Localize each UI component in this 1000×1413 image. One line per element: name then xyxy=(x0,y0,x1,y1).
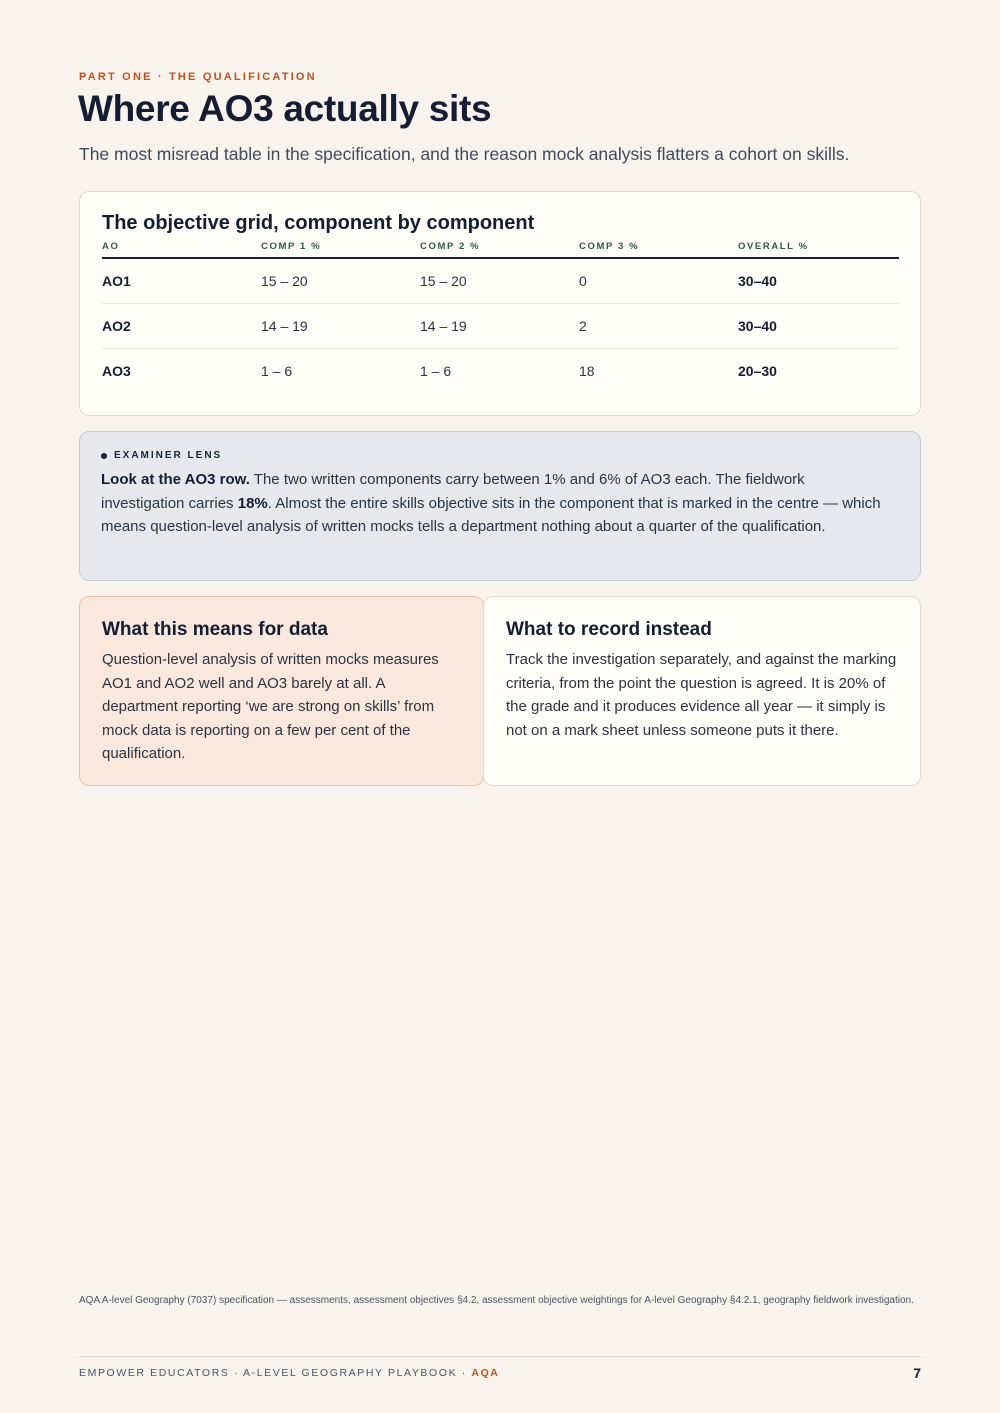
objective-grid-card xyxy=(79,191,921,416)
table-cell: 14 – 19 xyxy=(261,304,420,349)
table-cell: 15 – 20 xyxy=(261,258,420,304)
bullet-dot-icon xyxy=(101,453,107,459)
examiner-lens-text: The two written components carry between 1% and 6% of AO3 each. The fieldwork investigation carries xyxy=(101,471,805,512)
page-subtitle: The most misread table in the specification, and the reason mock analysis flatters a cohort on skills. xyxy=(79,144,850,164)
column-header: COMP 1 % xyxy=(261,240,420,258)
card-body: Track the investigation separately, and against the marking criteria, from the point the question is agreed. It is 20% of the grade and it produces evidence all year — it simply is not on a mark sheet unless someone puts it there. xyxy=(506,651,897,739)
table-cell: 15 – 20 xyxy=(420,258,579,304)
page-title: Where AO3 actually sits xyxy=(78,88,492,129)
source-footnote: AQA A-level Geography (7037) specification — assessments, assessment objectives §4.2, assessment objective weightings for A-level Geography §4.2.1, geography fieldwork investigation. xyxy=(79,1295,914,1306)
footer-board-label: AQA xyxy=(471,1367,500,1379)
table-row xyxy=(102,304,899,349)
objective-grid-table xyxy=(102,240,899,393)
table-cell: 14 – 19 xyxy=(420,304,579,349)
card-body: Question-level analysis of written mocks measures AO1 and AO2 well and AO3 barely at all. A department reporting ‘we are strong on skills’ from mock data is reporting on a few per cent of the qualification. xyxy=(102,651,439,763)
table-cell: 30–40 xyxy=(738,304,899,349)
table-cell: AO1 xyxy=(102,258,261,304)
footer-divider xyxy=(79,1356,921,1357)
table-cell: 18 xyxy=(579,363,595,379)
table-header-row xyxy=(102,240,899,258)
examiner-lens-text: . Almost the entire skills objective sits in the component that is marked in the centre — which means question-level analysis of written mocks tells a department nothing about a quarter of the qualification. xyxy=(101,494,881,536)
section-eyebrow: PART ONE · THE QUALIFICATION xyxy=(79,71,317,83)
table-cell: 2 xyxy=(579,304,738,349)
table-cell: 1 – 6 xyxy=(261,363,293,379)
column-header: AO xyxy=(102,240,261,258)
table-row xyxy=(102,258,899,304)
page-number: 7 xyxy=(913,1365,921,1381)
table-cell: 30–40 xyxy=(738,258,899,304)
table-cell: 0 xyxy=(579,258,738,304)
footer-running-title xyxy=(79,1367,499,1379)
table-cell: AO2 xyxy=(102,304,261,349)
data-meaning-card xyxy=(79,596,484,786)
examiner-lens-callout xyxy=(79,431,921,581)
examiner-lens-emphasis: 18% xyxy=(237,494,268,512)
record-instead-card xyxy=(483,596,921,786)
footer-series-text: EMPOWER EDUCATORS · A-LEVEL GEOGRAPHY PLAYBOOK · xyxy=(79,1367,472,1379)
card-title: What this means for data xyxy=(102,619,328,640)
column-header: COMP 3 % xyxy=(579,240,738,258)
card-title: What to record instead xyxy=(506,619,712,640)
column-header: COMP 2 % xyxy=(420,240,579,258)
table-row xyxy=(102,349,899,394)
examiner-lens-body xyxy=(101,468,891,539)
table-cell: 20–30 xyxy=(738,363,777,379)
column-header: OVERALL % xyxy=(738,240,899,258)
table-cell: AO3 xyxy=(102,363,131,379)
table-cell: 1 – 6 xyxy=(420,363,452,379)
examiner-lens-label-text: EXAMINER LENS xyxy=(114,450,223,461)
examiner-lens-label xyxy=(101,450,222,461)
objective-grid-title: The objective grid, component by component xyxy=(102,212,535,234)
examiner-lens-lead: Look at the AO3 row. xyxy=(101,471,250,488)
